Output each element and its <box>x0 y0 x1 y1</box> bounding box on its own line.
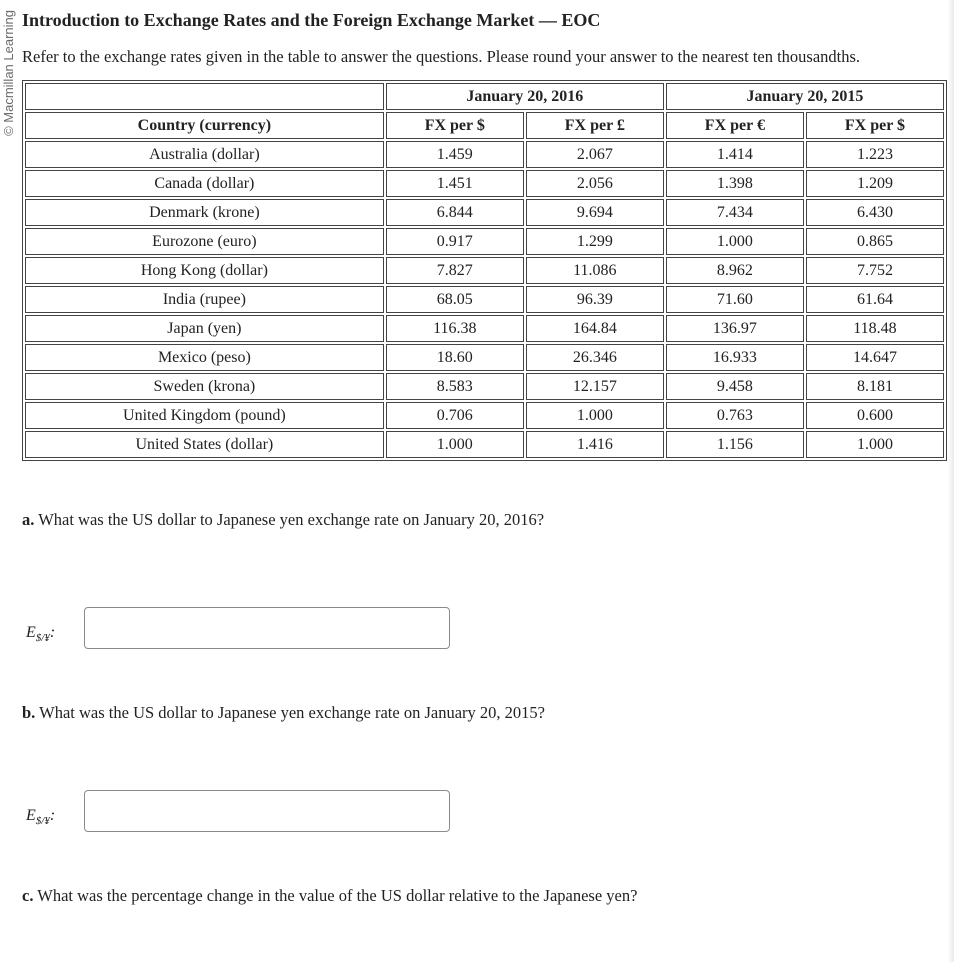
answer-b-label <box>26 807 55 827</box>
cell-fx-per-dollar-2016: 6.844 <box>386 199 524 226</box>
table-row <box>25 402 944 429</box>
cell-fx-per-dollar-2015: 1.223 <box>806 141 944 168</box>
credit-text: © Macmillan Learning <box>1 10 16 136</box>
cell-fx-per-pound-2016: 26.346 <box>526 344 664 371</box>
exchange-rate-table <box>22 80 947 461</box>
answer-a-label-sub: $/¥ <box>35 632 50 645</box>
cell-fx-per-euro-2015: 7.434 <box>666 199 804 226</box>
scroll-edge <box>948 0 954 962</box>
cell-fx-per-dollar-2015: 8.181 <box>806 373 944 400</box>
question-a <box>22 510 544 530</box>
cell-fx-per-dollar-2015: 0.865 <box>806 228 944 255</box>
table-row <box>25 373 944 400</box>
table-group-header-row <box>25 83 944 110</box>
answer-b-label-main: E <box>26 807 36 824</box>
cell-fx-per-dollar-2016: 68.05 <box>386 286 524 313</box>
table-row <box>25 344 944 371</box>
group-header-2015: January 20, 2015 <box>666 83 944 110</box>
cell-country: Australia (dollar) <box>25 141 384 168</box>
table-row <box>25 431 944 458</box>
cell-fx-per-dollar-2015: 7.752 <box>806 257 944 284</box>
column-header-fx-per-dollar-2016: FX per $ <box>386 112 524 139</box>
cell-fx-per-dollar-2016: 1.459 <box>386 141 524 168</box>
cell-fx-per-euro-2015: 71.60 <box>666 286 804 313</box>
table-body <box>25 141 944 458</box>
cell-fx-per-dollar-2015: 1.209 <box>806 170 944 197</box>
answer-a-label-main: E <box>26 624 36 641</box>
column-header-country: Country (currency) <box>25 112 384 139</box>
cell-fx-per-euro-2015: 1.000 <box>666 228 804 255</box>
cell-fx-per-dollar-2015: 6.430 <box>806 199 944 226</box>
cell-country: Hong Kong (dollar) <box>25 257 384 284</box>
question-b <box>22 703 545 723</box>
cell-country: United Kingdom (pound) <box>25 402 384 429</box>
table-row <box>25 286 944 313</box>
cell-fx-per-pound-2016: 2.067 <box>526 141 664 168</box>
cell-country: India (rupee) <box>25 286 384 313</box>
cell-fx-per-dollar-2015: 0.600 <box>806 402 944 429</box>
cell-fx-per-pound-2016: 9.694 <box>526 199 664 226</box>
answer-a-input[interactable] <box>84 607 450 649</box>
instructions-text: Refer to the exchange rates given in the table to answer the questions. Please round your answer to the nearest ten thousandths. <box>22 47 861 66</box>
column-header-fx-per-dollar-2015: FX per $ <box>806 112 944 139</box>
cell-country: Sweden (krona) <box>25 373 384 400</box>
cell-fx-per-dollar-2015: 1.000 <box>806 431 944 458</box>
cell-fx-per-euro-2015: 8.962 <box>666 257 804 284</box>
cell-fx-per-dollar-2016: 0.917 <box>386 228 524 255</box>
table-row <box>25 141 944 168</box>
cell-fx-per-dollar-2016: 8.583 <box>386 373 524 400</box>
question-a-text: What was the US dollar to Japanese yen exchange rate on January 20, 2016? <box>34 510 545 529</box>
question-c <box>22 886 637 906</box>
cell-fx-per-dollar-2016: 1.451 <box>386 170 524 197</box>
table-row <box>25 228 944 255</box>
table-row <box>25 170 944 197</box>
cell-fx-per-euro-2015: 136.97 <box>666 315 804 342</box>
cell-country: Japan (yen) <box>25 315 384 342</box>
table-row <box>25 257 944 284</box>
cell-fx-per-pound-2016: 1.416 <box>526 431 664 458</box>
cell-fx-per-euro-2015: 9.458 <box>666 373 804 400</box>
cell-country: Canada (dollar) <box>25 170 384 197</box>
answer-b-input[interactable] <box>84 790 450 832</box>
column-header-fx-per-euro-2015: FX per € <box>666 112 804 139</box>
cell-fx-per-pound-2016: 164.84 <box>526 315 664 342</box>
cell-fx-per-dollar-2015: 61.64 <box>806 286 944 313</box>
cell-country: Denmark (krone) <box>25 199 384 226</box>
column-header-fx-per-pound-2016: FX per £ <box>526 112 664 139</box>
cell-fx-per-pound-2016: 11.086 <box>526 257 664 284</box>
cell-fx-per-pound-2016: 12.157 <box>526 373 664 400</box>
question-a-letter: a. <box>22 510 35 529</box>
answer-b-label-sub: $/¥ <box>35 815 50 828</box>
table-column-header-row <box>25 112 944 139</box>
table-row <box>25 199 944 226</box>
page-title: Introduction to Exchange Rates and the Foreign Exchange Market — EOC <box>22 10 601 30</box>
cell-fx-per-pound-2016: 1.000 <box>526 402 664 429</box>
table-header-blank <box>25 83 384 110</box>
cell-country: United States (dollar) <box>25 431 384 458</box>
cell-fx-per-dollar-2016: 18.60 <box>386 344 524 371</box>
cell-fx-per-pound-2016: 96.39 <box>526 286 664 313</box>
question-c-text: What was the percentage change in the value of the US dollar relative to the Japanese yen? <box>33 886 638 905</box>
question-c-letter: c. <box>22 886 34 905</box>
cell-fx-per-pound-2016: 2.056 <box>526 170 664 197</box>
answer-a-label-colon: : <box>49 624 56 641</box>
cell-fx-per-euro-2015: 1.156 <box>666 431 804 458</box>
group-header-2016: January 20, 2016 <box>386 83 664 110</box>
cell-fx-per-euro-2015: 0.763 <box>666 402 804 429</box>
cell-fx-per-dollar-2016: 0.706 <box>386 402 524 429</box>
cell-fx-per-euro-2015: 16.933 <box>666 344 804 371</box>
question-b-text: What was the US dollar to Japanese yen exchange rate on January 20, 2015? <box>35 703 545 722</box>
cell-country: Mexico (peso) <box>25 344 384 371</box>
table-row <box>25 315 944 342</box>
cell-fx-per-euro-2015: 1.398 <box>666 170 804 197</box>
cell-fx-per-dollar-2015: 14.647 <box>806 344 944 371</box>
cell-fx-per-dollar-2016: 7.827 <box>386 257 524 284</box>
answer-a-label <box>26 624 55 644</box>
cell-fx-per-dollar-2016: 1.000 <box>386 431 524 458</box>
cell-country: Eurozone (euro) <box>25 228 384 255</box>
cell-fx-per-dollar-2015: 118.48 <box>806 315 944 342</box>
cell-fx-per-pound-2016: 1.299 <box>526 228 664 255</box>
cell-fx-per-euro-2015: 1.414 <box>666 141 804 168</box>
answer-b-label-colon: : <box>49 807 56 824</box>
credit-sidebar <box>0 10 18 160</box>
cell-fx-per-dollar-2016: 116.38 <box>386 315 524 342</box>
question-b-letter: b. <box>22 703 36 722</box>
